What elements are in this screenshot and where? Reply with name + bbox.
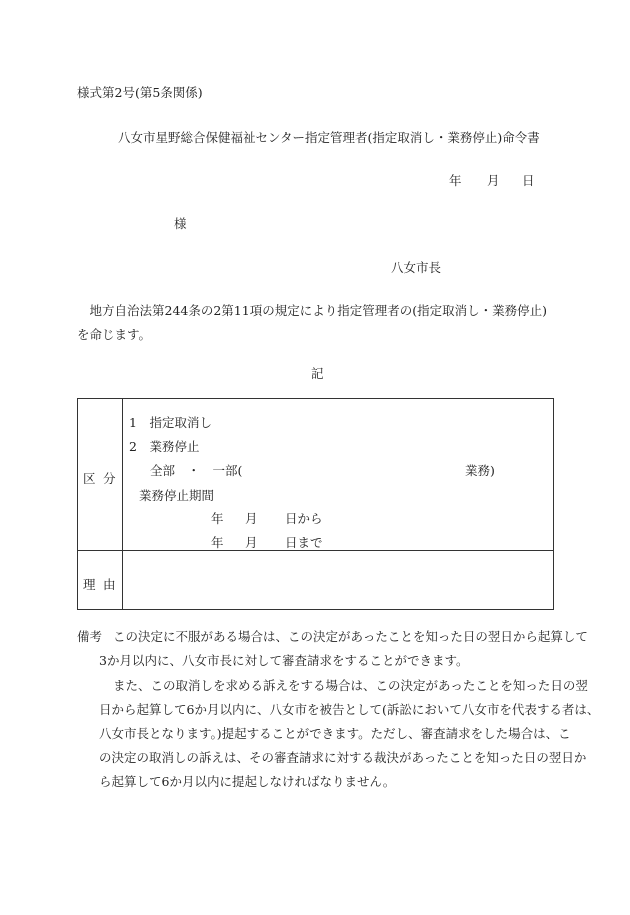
period-end-month: 月 xyxy=(245,535,258,550)
note-line: 3か月以内に、八女市長に対して審査請求をすることができます。 xyxy=(99,653,469,668)
notes-label: 備考 xyxy=(77,629,103,644)
kubun-label: 区分 xyxy=(83,471,124,486)
all-or-part-selector: 全部 ・ 一部( xyxy=(150,463,243,478)
suspension-period-label: 業務停止期間 xyxy=(139,488,215,503)
form-number-label: 様式第2号(第5条関係) xyxy=(77,85,203,100)
period-start-year: 年 xyxy=(211,511,224,526)
note-line: 日から起算して6か月以内に、八女市を被告として(訴訟において八女市を代表する者は、 xyxy=(99,702,600,717)
date-month-label: 月 xyxy=(487,173,500,188)
note-line: ら起算して6か月以内に提起しなければなりません。 xyxy=(99,774,396,789)
note-line: また、この取消しを求める訴えをする場合は、この決定があったことを知った日の翌 xyxy=(113,678,588,693)
note-line: 八女市長となります。)提起することができます。ただし、審査請求をした場合は、こ xyxy=(99,726,571,741)
reason-label: 理由 xyxy=(83,577,124,592)
document-title: 八女市星野総合保健福祉センター指定管理者(指定取消し・業務停止)命令書 xyxy=(118,130,540,145)
period-end-year: 年 xyxy=(211,535,224,550)
note-line: の決定の取消しの訴えは、その審査請求に対する裁決があったことを知った日の翌日か xyxy=(99,750,587,765)
option-cancel-designation: 1 指定取消し xyxy=(129,415,212,430)
ki-heading: 記 xyxy=(311,366,324,381)
note-line: この決定に不服がある場合は、この決定があったことを知った日の翌日から起算して xyxy=(113,629,588,644)
order-body-text: 地方自治法第244条の2第11項の規定により指定管理者の(指定取消し・業務停止)を命じます。 xyxy=(77,303,547,342)
period-start-month: 月 xyxy=(245,511,258,526)
date-day-label: 日 xyxy=(522,173,535,188)
business-close-paren: 業務) xyxy=(465,463,495,478)
option-suspend-business: 2 業務停止 xyxy=(129,439,200,454)
period-end-day: 日まで xyxy=(285,535,323,550)
issuer-name: 八女市長 xyxy=(391,260,442,275)
addressee-suffix: 様 xyxy=(174,216,187,231)
order-details-table xyxy=(77,398,554,610)
period-start-day: 日から xyxy=(285,511,323,526)
date-year-label: 年 xyxy=(449,173,462,188)
